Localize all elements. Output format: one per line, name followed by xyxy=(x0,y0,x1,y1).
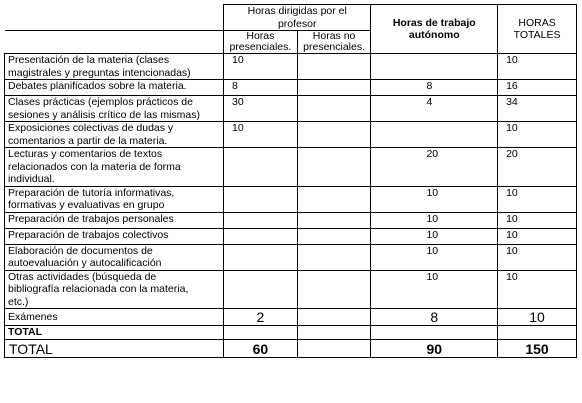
header-total-hours xyxy=(498,5,577,54)
header-presential xyxy=(224,31,298,54)
non-presential-cell xyxy=(297,270,371,309)
header-total-line2: TOTALES xyxy=(513,29,561,41)
header-blank-cell xyxy=(5,5,224,31)
exams-autonomous: 8 xyxy=(371,309,498,326)
table-row xyxy=(5,228,577,244)
total-non-presential xyxy=(297,340,371,358)
table-row xyxy=(5,212,577,228)
total-small-row xyxy=(5,326,577,340)
total-autonomous: 90 xyxy=(371,340,498,358)
activity-cell: Preparación de trabajos colectivos xyxy=(5,228,224,244)
autonomous-cell xyxy=(371,122,498,148)
activity-cell: Clases prácticas (ejemplos prácticos de sesiones y análisis crítico de las mismas) xyxy=(5,96,224,122)
presential-cell: 10 xyxy=(224,122,298,148)
header-total-line1: HORAS xyxy=(518,17,556,29)
total-cell: 20 xyxy=(498,148,577,187)
total-cell: 16 xyxy=(498,80,577,96)
table-row xyxy=(5,122,577,148)
total-presential: 60 xyxy=(224,340,298,358)
autonomous-cell: 10 xyxy=(371,212,498,228)
activity-cell: Preparación de trabajos personales xyxy=(5,212,224,228)
empty-cell xyxy=(371,326,498,340)
non-presential-cell xyxy=(297,54,371,80)
non-presential-cell xyxy=(297,186,371,212)
activity-cell: Preparación de tutoría informativas, formativas y evaluativas en grupo xyxy=(5,186,224,212)
non-presential-cell xyxy=(297,244,371,270)
total-cell: 10 xyxy=(498,54,577,80)
empty-cell xyxy=(224,326,298,340)
table-row xyxy=(5,148,577,187)
activity-cell: Elaboración de documentos de autoevaluación y autocalificación xyxy=(5,244,224,270)
non-presential-cell xyxy=(297,148,371,187)
non-presential-cell xyxy=(297,96,371,122)
header-autonomous-line1: Horas de trabajo xyxy=(392,17,476,29)
header-blank-cell-2 xyxy=(5,31,224,54)
presential-cell xyxy=(224,148,298,187)
exams-non-presential xyxy=(297,309,371,326)
header-autonomous-line2: autónomo xyxy=(408,29,460,41)
table-row xyxy=(5,270,577,309)
non-presential-cell xyxy=(297,122,371,148)
total-cell: 10 xyxy=(498,186,577,212)
total-cell: 10 xyxy=(498,212,577,228)
presential-cell xyxy=(224,212,298,228)
presential-cell xyxy=(224,186,298,212)
total-cell: 10 xyxy=(498,122,577,148)
header-directed-hours: Horas dirigidas por el profesor xyxy=(224,5,371,31)
activity-cell: Otras actividades (búsqueda de bibliografía relacionada con la materia, etc.) xyxy=(5,270,224,309)
total-cell: 10 xyxy=(498,270,577,309)
total-small-label: TOTAL xyxy=(5,326,224,340)
table-row xyxy=(5,244,577,270)
empty-cell xyxy=(297,326,371,340)
autonomous-cell xyxy=(371,54,498,80)
total-total: 150 xyxy=(498,340,577,358)
total-cell: 10 xyxy=(498,228,577,244)
table-row xyxy=(5,80,577,96)
total-cell: 34 xyxy=(498,96,577,122)
header-presential-line1: Horas xyxy=(246,30,275,42)
hours-distribution-table xyxy=(4,4,577,358)
total-row xyxy=(5,340,577,358)
autonomous-cell: 8 xyxy=(371,80,498,96)
exams-row xyxy=(5,309,577,326)
header-non-presential xyxy=(297,31,371,54)
presential-cell: 8 xyxy=(224,80,298,96)
autonomous-cell: 10 xyxy=(371,244,498,270)
header-non-presential-line2: presenciales. xyxy=(303,41,366,53)
activity-cell: Debates planificados sobre la materia. xyxy=(5,80,224,96)
autonomous-cell: 4 xyxy=(371,96,498,122)
presential-cell: 30 xyxy=(224,96,298,122)
autonomous-cell: 20 xyxy=(371,148,498,187)
presential-cell xyxy=(224,270,298,309)
table-row xyxy=(5,186,577,212)
header-row-group xyxy=(5,5,577,31)
presential-cell: 10 xyxy=(224,54,298,80)
header-non-presential-line1: Horas no xyxy=(312,30,356,42)
autonomous-cell: 10 xyxy=(371,270,498,309)
activity-cell: Exposiciones colectivas de dudas y comentarios a partir de la materia. xyxy=(5,122,224,148)
autonomous-cell: 10 xyxy=(371,228,498,244)
empty-cell xyxy=(498,326,577,340)
non-presential-cell xyxy=(297,228,371,244)
table-row xyxy=(5,54,577,80)
header-presential-line2: presenciales. xyxy=(229,41,292,53)
presential-cell xyxy=(224,228,298,244)
exams-presential: 2 xyxy=(224,309,298,326)
non-presential-cell xyxy=(297,80,371,96)
exams-total: 10 xyxy=(498,309,577,326)
autonomous-cell: 10 xyxy=(371,186,498,212)
activity-cell: Presentación de la materia (clases magistrales y preguntas intencionadas) xyxy=(5,54,224,80)
header-autonomous-hours xyxy=(371,5,498,54)
activity-cell: Lecturas y comentarios de textos relacionados con la materia de forma individual. xyxy=(5,148,224,187)
exams-label: Exámenes xyxy=(5,309,224,326)
non-presential-cell xyxy=(297,212,371,228)
presential-cell xyxy=(224,244,298,270)
total-cell: 10 xyxy=(498,244,577,270)
table-row xyxy=(5,96,577,122)
total-label: TOTAL xyxy=(5,340,224,358)
